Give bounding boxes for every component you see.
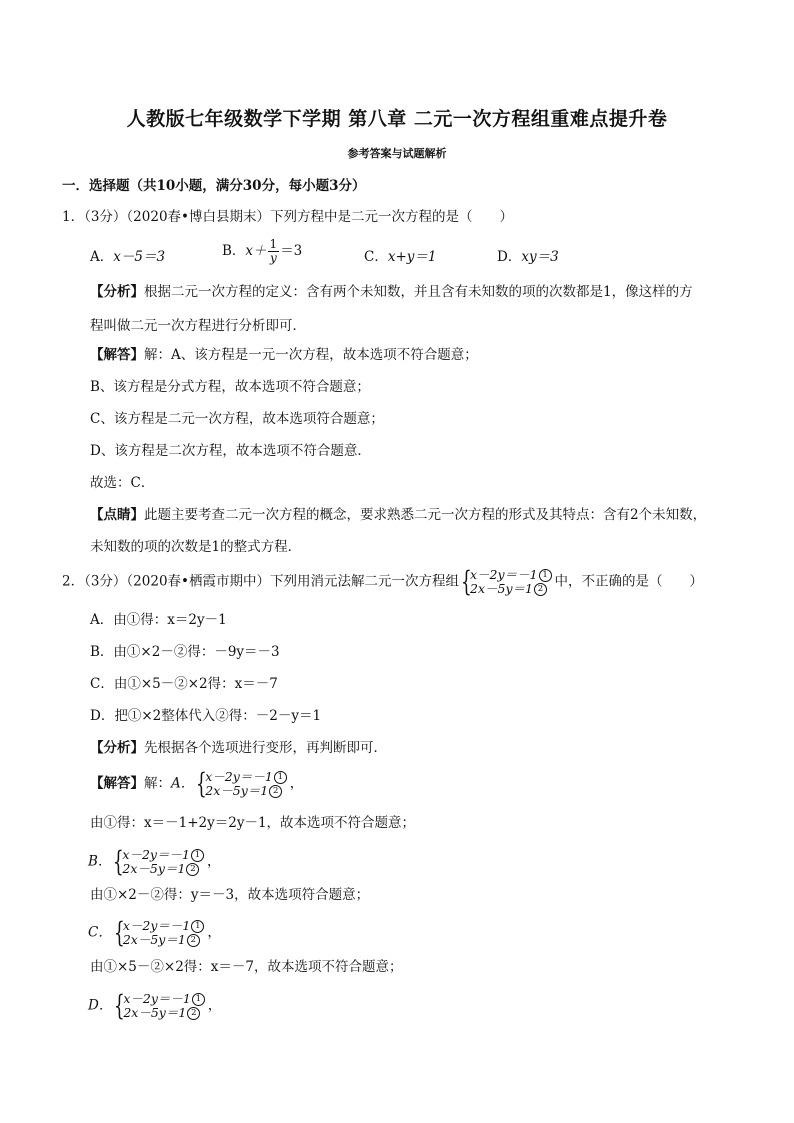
q2-stem-suffix: 中，不正确的是（ ）: [554, 573, 704, 590]
q1-option-d-expr: xy＝3: [521, 249, 559, 265]
q1-choice: 故选：C．: [90, 475, 155, 491]
system-eq2: [470, 582, 553, 596]
system-eq1: [123, 992, 206, 1006]
q1-option-b-fraction: [268, 238, 280, 265]
doc-subtitle: 参考答案与试题解析: [347, 147, 447, 160]
circled-1-icon: 1: [191, 849, 204, 862]
system-eq1: [205, 770, 288, 784]
q2-answer-lead: 解：: [144, 775, 171, 792]
comma: ，: [207, 924, 221, 941]
q1-stem: 1．（3分）（2020春•博白县期末）下列方程中是二元一次方程的是（ ）: [62, 209, 513, 225]
q1-answer-line1: [90, 346, 478, 364]
section-heading: 一．选择题（共10小题，满分30分，每小题3分）: [62, 178, 366, 194]
q2-step-b: 由①×2－②得：y＝－3，故本选项符合题意；: [90, 887, 370, 903]
doc-title: 人教版七年级数学下学期 第八章 二元一次方程组重难点提升卷: [126, 108, 668, 130]
system-eq2-text: 2x－5y＝1: [205, 783, 269, 798]
system-eq2: [123, 1006, 206, 1020]
circled-2-icon: 2: [269, 785, 282, 798]
comma: ，: [207, 997, 222, 1014]
q1-comment-tag: 【点睛】: [90, 507, 144, 523]
q2-option-b: B．由①×2－②得：－9y＝－3: [90, 644, 280, 660]
circled-1-icon: 1: [191, 920, 204, 933]
q1-comment-text1: 此题主要考查二元一次方程的概念，要求熟悉二元一次方程的形式及其特点：含有2个未知数，: [144, 507, 707, 523]
q2-option-c: C．由①×5－②×2得：x＝－7: [90, 676, 278, 692]
system-eq2-text: 2x－5y＝1: [122, 932, 186, 947]
q1-option-b-rest: ＝3: [280, 243, 303, 259]
circled-2-icon: 2: [187, 1007, 200, 1020]
q2-answer-c: [88, 916, 221, 949]
system-eq2: [123, 933, 206, 947]
q2-analysis-tag: 【分析】: [90, 740, 144, 756]
q1-analysis-tag: 【分析】: [90, 284, 144, 300]
q2-equation-system: [461, 565, 553, 598]
system-eq2-text: 2x－5y＝1: [470, 581, 533, 596]
q1-option-c-expr: x+y＝1: [387, 249, 437, 265]
q1-option-b: [222, 238, 302, 265]
q2-answer-d: [88, 989, 222, 1022]
system-eq2: [205, 784, 288, 798]
q2-system-a: [196, 767, 288, 800]
q1-answer-line2: B、该方程是分式方程，故本选项不符合题意；: [90, 379, 370, 395]
q2-system-a-label: A．: [171, 775, 195, 792]
q2-answer-tag: 【解答】: [90, 775, 144, 792]
q1-option-d: [497, 245, 559, 265]
system-eq1: [122, 848, 205, 862]
circled-2-icon: 2: [186, 863, 199, 876]
comma: ，: [206, 853, 221, 870]
q1-option-a-expr: x－5＝3: [113, 249, 166, 265]
q2-system-c-label: C．: [88, 924, 112, 941]
q2-system-d: [114, 989, 206, 1022]
circled-1-icon: 1: [539, 569, 552, 582]
q1-analysis-line2: 程叫做二元一次方程进行分析即可．: [90, 318, 306, 334]
q2-analysis: [90, 739, 387, 757]
q2-option-a: A．由①得：x＝2y－1: [90, 612, 227, 628]
q1-analysis-line1: [90, 283, 693, 301]
system-eq1-text: x－2y＝－1: [122, 918, 191, 933]
q1-comment-line2: 未知数的项的次数是1的整式方程．: [90, 539, 302, 555]
brace-icon: {: [461, 565, 472, 598]
system-eq1-text: x－2y＝－1: [205, 769, 273, 784]
circled-1-icon: 1: [274, 771, 287, 784]
q2-analysis-text: 先根据各个选项进行变形，再判断即可．: [144, 740, 387, 756]
q2-system-b: [113, 845, 205, 878]
q1-option-c: [364, 245, 437, 265]
q2-stem: [62, 565, 704, 598]
q1-option-a: [90, 245, 165, 265]
system-eq1-text: x－2y＝－1: [122, 847, 190, 862]
q1-answer-text1: 解：A、该方程是一元一次方程，故本选项不符合题意；: [144, 347, 478, 363]
q2-step-a: 由①得：x＝－1+2y＝2y－1，故本选项不符合题意；: [90, 815, 416, 831]
fraction-numerator: 1: [269, 237, 278, 251]
system-eq2: [122, 862, 205, 876]
q2-system-c: [113, 916, 206, 949]
q2-step-c: 由①×5－②×2得：x＝－7，故本选项不符合题意；: [90, 959, 403, 975]
brace-icon: {: [113, 916, 125, 949]
fraction-denominator: y: [269, 251, 277, 265]
q1-option-a-label: A．: [90, 249, 114, 265]
circled-2-icon: 2: [187, 934, 200, 947]
q1-option-b-label: B．: [222, 243, 246, 259]
q2-answer-b: [88, 845, 221, 878]
q1-answer-tag: 【解答】: [90, 347, 144, 363]
q1-option-b-x: x＋: [245, 243, 267, 259]
q1-comment-line1: [90, 506, 706, 524]
comma: ，: [289, 775, 304, 792]
q1-option-d-label: D．: [497, 249, 522, 265]
circled-2-icon: 2: [534, 583, 547, 596]
q2-system-b-label: B．: [88, 853, 112, 870]
circled-1-icon: 1: [192, 993, 205, 1006]
brace-icon: {: [196, 767, 207, 800]
q1-option-c-label: C．: [364, 249, 388, 265]
q1-analysis-text1: 根据二元一次方程的定义：含有两个未知数，并且含有未知数的项的次数都是1，像这样的方: [144, 284, 693, 300]
system-eq1: [470, 568, 553, 582]
q2-answer-a: [90, 767, 304, 800]
q2-stem-prefix: 2．（3分）（2020春•栖霞市期中）下列用消元法解二元一次方程组: [62, 573, 459, 590]
q2-system-d-label: D．: [88, 997, 113, 1014]
system-eq1-text: x－2y＝－1: [123, 991, 191, 1006]
system-eq1: [123, 919, 206, 933]
brace-icon: {: [114, 989, 126, 1022]
system-eq2-text: 2x－5y＝1: [123, 1005, 187, 1020]
q2-option-d: D．把①×2整体代入②得：－2－y＝1: [90, 708, 322, 724]
q1-answer-line3: C、该方程是二元一次方程，故本选项符合题意；: [90, 411, 384, 427]
system-eq2-text: 2x－5y＝1: [122, 861, 186, 876]
system-eq1-text: x－2y＝－1: [470, 567, 538, 582]
q1-answer-line4: D、该方程是二次方程，故本选项不符合题意．: [90, 443, 371, 459]
brace-icon: {: [113, 845, 125, 878]
